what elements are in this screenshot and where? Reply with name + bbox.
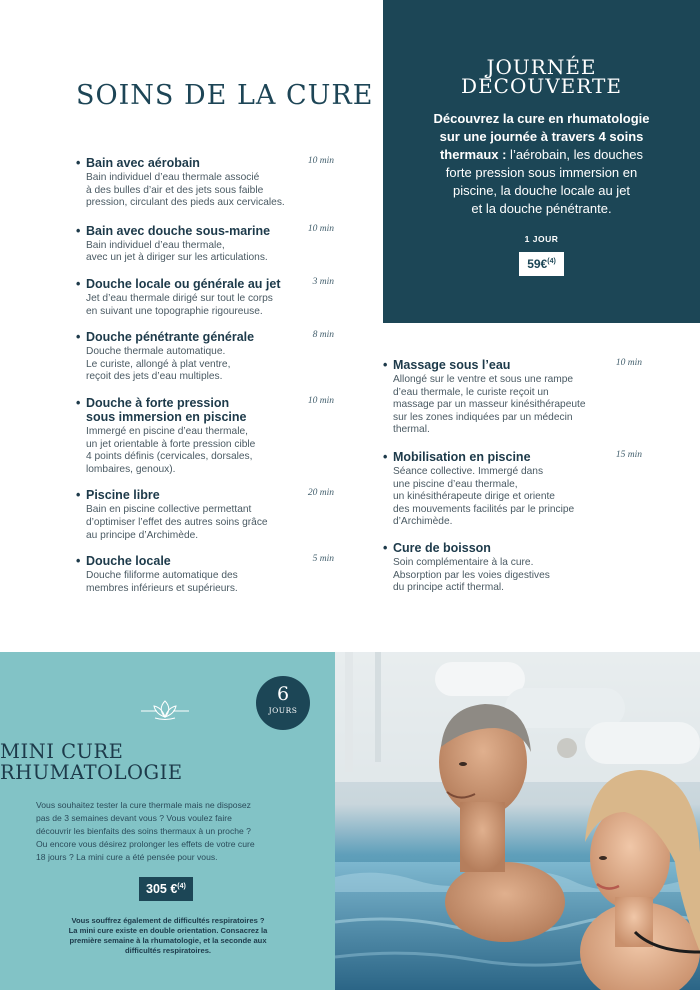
treatment-desc [76,346,334,384]
text-line: Ou encore vous désirez prolonger les effets de votre cure [36,839,255,849]
price-value: 305 € [146,882,178,896]
treatment-name: • Douche locale ou générale au jet [76,277,334,291]
treatment-name: • Piscine libre [76,488,334,502]
left-treatment-list [76,156,334,609]
desc-line: Absorption par les voies digestives [393,569,550,581]
discovery-panel [383,0,700,323]
footer-line [46,926,290,936]
footer-part: La mini cure existe en [68,926,151,935]
desc-line: Bain en piscine collective permettant [86,504,252,516]
desc-line: un kinésithérapeute dirige et oriente [393,491,555,503]
treatment-name: • Douche locale [76,554,334,568]
desc-line: Douche filiforme automatique des [86,570,238,582]
treatment-duration: 15 min [615,449,642,460]
treatment-desc [76,426,334,476]
desc-line: Soin complémentaire à la cure. [393,556,534,568]
text-bold: thermaux : [439,147,507,162]
treatment-item [76,488,334,542]
desc-line: thermal. [393,424,430,436]
treatment-desc [383,466,642,529]
desc-line: d’Archimède. [393,516,453,528]
desc-line: membres inférieurs et supérieurs. [86,582,238,594]
footer-line: Vous souffrez également de difficultés respiratoires ? [71,916,265,925]
desc-line: lombaires, genoux). [86,463,176,475]
badge-number: 6 [276,683,290,705]
treatment-duration: 8 min [312,330,334,341]
text-bold: sur une journée à travers 4 soins [439,129,644,144]
price-note: (4) [547,258,556,265]
treatment-item [383,358,642,437]
desc-line: Immergé en piscine d’eau thermale, [86,425,248,437]
desc-line: reçoit des jets d’eau multiples. [86,371,223,383]
text-rest: forte pression sous immersion en [445,165,638,180]
spa-photo [335,652,700,990]
treatment-name: • Mobilisation en piscine [383,450,642,464]
treatment-duration: 10 min [307,395,334,406]
treatment-desc [76,570,334,595]
treatment-duration: 10 min [307,156,334,166]
desc-line: pression, circulant des pieds aux cervicales. [86,197,285,209]
title-line: JOURNÉE [486,55,597,79]
text-line: pas de 3 semaines devant vous ? Vous voulez faire [36,813,232,823]
treatment-duration: 3 min [312,276,334,287]
desc-line: une piscine d’eau thermale, [393,478,518,490]
treatment-item [76,277,334,318]
desc-line: en suivant une topographie rigoureuse. [86,305,263,317]
desc-line: d’eau thermale, le curiste reçoit un [393,386,549,398]
name-line: • Douche à forte pression [86,395,230,410]
text-rest: l’aérobain, les douches [506,147,644,162]
treatment-name: • Bain avec douche sous-marine [76,224,334,238]
title-line: DÉCOUVERTE [461,74,622,98]
text-bold: Découvrez la cure en rhumatologie [433,111,650,126]
mini-cure-text [36,799,300,864]
discovery-duration-label: 1 JOUR [524,234,559,244]
treatment-desc [76,172,334,210]
spa-couple-photo-icon [335,652,700,990]
desc-line: Allongé sur le ventre et sous une rampe [393,374,574,385]
mini-cure-title [0,741,335,783]
page-title: SOINS DE LA CURE [76,80,374,111]
text-line: Vous souhaitez tester la cure thermale mais ne disposez [36,800,251,810]
price-note: (4) [177,882,186,890]
text-rest: et la douche pénétrante. [471,201,612,216]
treatment-item [76,554,334,595]
desc-line: Séance collective. Immergé dans [393,465,544,477]
treatment-name [76,396,334,424]
footer-line: première semaine à la rhumatologie, et la seconde aux [69,936,267,945]
discovery-price [519,252,564,276]
mini-cure-footer [46,916,290,956]
desc-line: Jet d’eau thermale dirigé sur tout le corps [86,292,273,304]
title-line: MINI CURE [0,740,124,763]
footer-part: double orientation [150,926,217,935]
desc-line: à des bulles d’air et des jets sous faible [86,184,264,196]
treatment-desc [76,504,334,542]
badge-unit: JOURS [268,706,298,715]
price-value: 59€ [527,257,548,271]
treatment-name: • Cure de boisson [383,541,642,555]
treatment-duration: 5 min [312,554,334,565]
desc-line: Bain individuel d’eau thermale, [86,239,225,251]
desc-line: au principe d’Archimède. [86,529,199,541]
treatment-desc [76,293,334,318]
text-line: 18 jours ? La mini cure a été pensée pour vous. [36,852,218,862]
treatment-name: • Bain avec aérobain [76,156,334,170]
footer-part: . Consacrez la [216,926,268,935]
text-rest: piscine, la douche locale au jet [452,183,631,198]
treatment-item [76,330,334,384]
text-line: découvrir les bienfaits des soins thermaux à un proche ? [36,826,251,836]
treatment-desc [383,557,642,595]
desc-line: d’optimiser l’effet des autres soins grâce [86,516,268,528]
desc-line: du principe actif thermal. [393,582,504,594]
desc-line: 4 points définis (cervicales, dorsales, [86,451,253,463]
lotus-ornament-icon [141,697,189,723]
right-treatment-list [383,358,642,609]
treatment-duration: 20 min [307,488,334,499]
desc-line: Le curiste, allongé à plat ventre, [86,358,231,370]
treatment-item [76,224,334,265]
treatment-duration: 10 min [615,358,642,368]
days-badge [256,676,310,730]
treatment-duration: 10 min [307,223,334,234]
treatment-name: • Douche pénétrante générale [76,330,334,344]
treatment-desc [76,240,334,265]
treatment-desc [383,374,642,437]
desc-line: Douche thermale automatique. [86,346,226,358]
treatment-item [76,156,334,210]
treatment-item [383,450,642,529]
mini-cure-price [139,877,193,901]
treatment-name: • Massage sous l’eau [383,358,642,372]
footer-line: difficultés respiratoires. [124,946,212,955]
title-line: RHUMATOLOGIE [0,761,183,784]
name-line: sous immersion en piscine [86,409,247,424]
desc-line: avec un jet à diriger sur les articulations. [86,252,268,264]
treatment-item [76,396,334,476]
desc-line: Bain individuel d’eau thermale associé [86,172,260,183]
desc-line: un jet orientable à forte pression cible [86,438,256,450]
desc-line: sur les zones indiquées par un médecin [393,411,573,423]
desc-line: massage par un masseur kinésithérapeute [393,399,586,411]
desc-line: des mouvements facilités par le principe [393,503,575,515]
discovery-text [392,110,692,218]
discovery-title [383,55,700,98]
treatment-item [383,541,642,595]
